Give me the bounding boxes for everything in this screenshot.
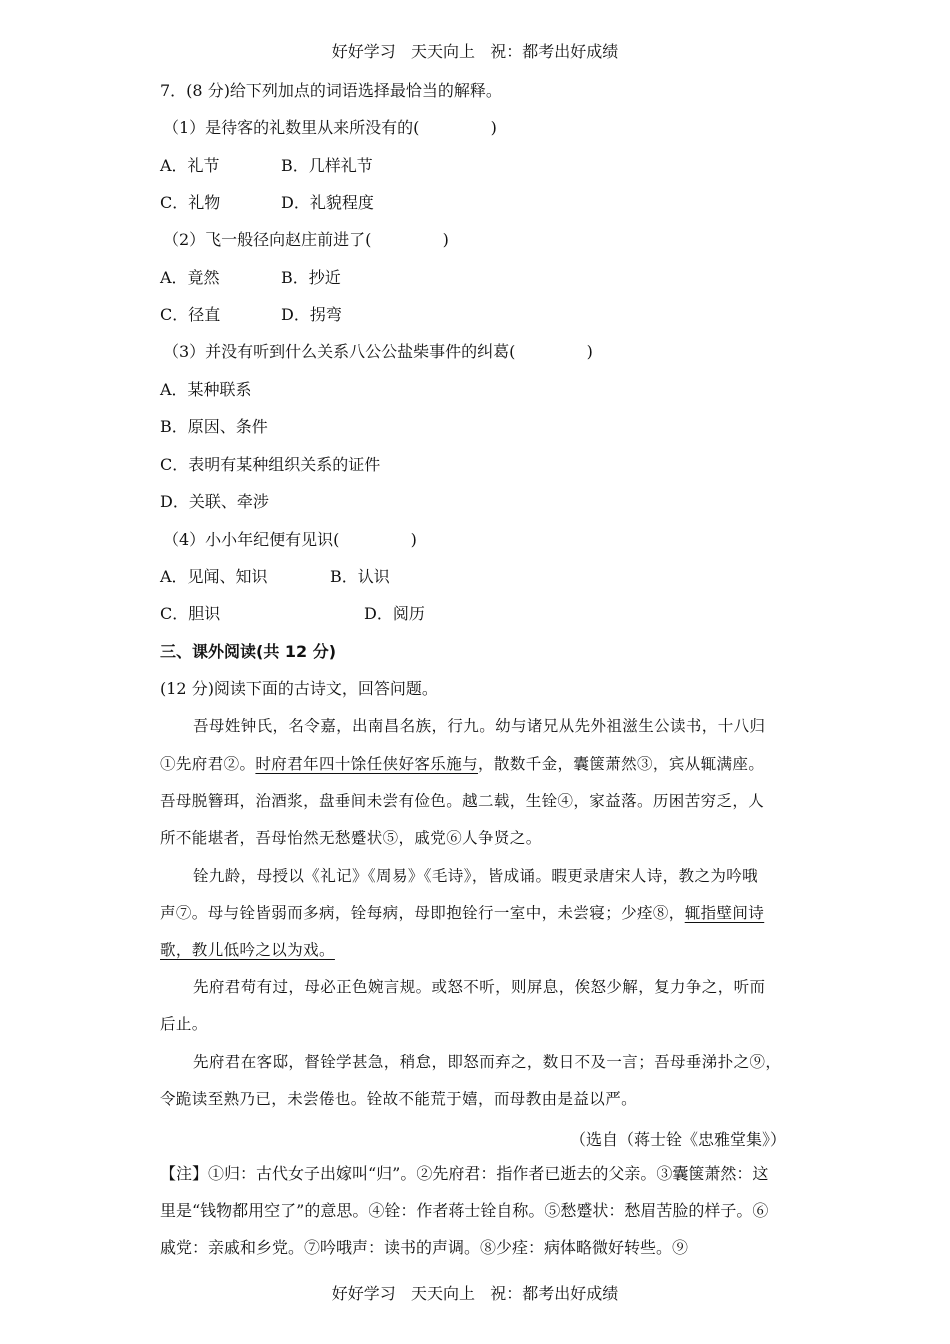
passage-p4-line2: 令跪读至熟乃已，未尝倦也。铨故不能荒于嬉，而母教由是益以严。 [160,1090,638,1108]
passage-source: （选自（蒋士铨《忠雅堂集》） [569,1130,786,1149]
passage-p1-line1: 吾母姓钟氏，名令嘉，出南昌名族，行九。幼与诸兄从先外祖滋生公读书，十八归 [193,717,766,735]
q7-2-option-c: C．径直 [160,305,221,324]
underlined-sentence-2a: 辄指壁间诗 [684,904,765,922]
q7-3-option-b: B．原因、条件 [160,417,268,436]
q7-3-option-d: D．关联、牵涉 [160,492,269,511]
q7-2-stem: （2）飞一般径向赵庄前进了( ) [163,230,449,249]
q7-3-option-c: C．表明有某种组织关系的证件 [160,455,381,474]
section-3-intro: (12 分)阅读下面的古诗文，回答问题。 [160,679,438,698]
passage-p1-line4: 所不能堪者，吾母怡然无愁蹙状⑤，戚党⑥人争贤之。 [160,829,542,847]
notes-line2: 里是“钱物都用空了”的意思。④铨：作者蒋士铨自称。⑤愁蹙状：愁眉苦脸的样子。⑥ [160,1201,769,1220]
passage-p3-line1: 先府君苟有过，母必正色婉言规。或怒不听，则屏息，俟怒少解，复力争之，听而 [193,978,766,996]
notes-line1: 【注】①归：古代女子出嫁叫“归”。②先府君：指作者已逝去的父亲。③囊箧萧然：这 [160,1164,769,1183]
q7-4-option-a: A．见闻、知识 [160,567,268,586]
q7-2-option-d: D．拐弯 [281,305,342,324]
page-footer: 好好学习 天天向上 祝：都考出好成绩 [331,1284,619,1303]
passage-p2-line1: 铨九龄，母授以《礼记》《周易》《毛诗》，皆成诵。暇更录唐宋人诗，教之为吟哦 [193,867,759,885]
q7-4-stem: （4）小小年纪便有见识( ) [163,530,417,549]
q7-1-option-d: D．礼貌程度 [281,193,374,212]
q7-4-option-d: D．阅历 [364,604,425,623]
q7-1-option-a: A．礼节 [160,156,220,175]
passage-p1-line2-end: ，散数千金，囊箧萧然③，宾从辄满座。 [478,755,765,773]
passage-p4-line1: 先府君在客邸，督铨学甚急，稍怠，即怒而弃之，数日不及一言；吾母垂涕扑之⑨， [193,1053,782,1071]
underlined-sentence-2b: 歌，教儿低吟之以为戏。 [160,941,335,959]
question-7-title: 7．(8 分)给下列加点的词语选择最恰当的解释。 [160,81,502,100]
page-header: 好好学习 天天向上 祝：都考出好成绩 [331,42,619,61]
q7-3-stem: （3）并没有听到什么关系八公公盐柴事件的纠葛( ) [163,342,593,361]
passage-p2-line2-start: 声⑦。母与铨皆弱而多病，铨每病，母即抱铨行一室中，未尝寝；少痊⑧， [160,904,685,922]
section-3-title: 三、课外阅读(共 12 分) [160,642,337,661]
passage-p1-line3: 吾母脱簪珥，治酒浆，盘垂间未尝有俭色。越二载，生铨④，家益落。历困苦穷乏，人 [160,792,765,810]
passage-p3-line2: 后止。 [160,1015,208,1033]
q7-3-option-a: A．某种联系 [160,380,252,399]
passage-p2-line2 [160,903,764,923]
underlined-sentence-1: 时府君年四十馀任侠好客乐施与 [255,755,479,773]
q7-1-option-b: B．几样礼节 [281,156,373,175]
q7-2-option-a: A．竟然 [160,268,220,287]
q7-4-option-b: B．认识 [330,567,390,586]
passage-p1-line2-start: ①先府君②。 [160,755,256,773]
notes-line3: 戚党：亲戚和乡党。⑦吟哦声：读书的声调。⑧少痊：病体略微好转些。⑨ [160,1238,689,1257]
q7-1-stem: （1）是待客的礼数里从来所没有的( ) [163,118,497,137]
q7-4-option-c: C．胆识 [160,604,221,623]
q7-2-option-b: B．抄近 [281,268,341,287]
passage-p1-line2 [160,754,764,774]
q7-1-option-c: C．礼物 [160,193,221,212]
